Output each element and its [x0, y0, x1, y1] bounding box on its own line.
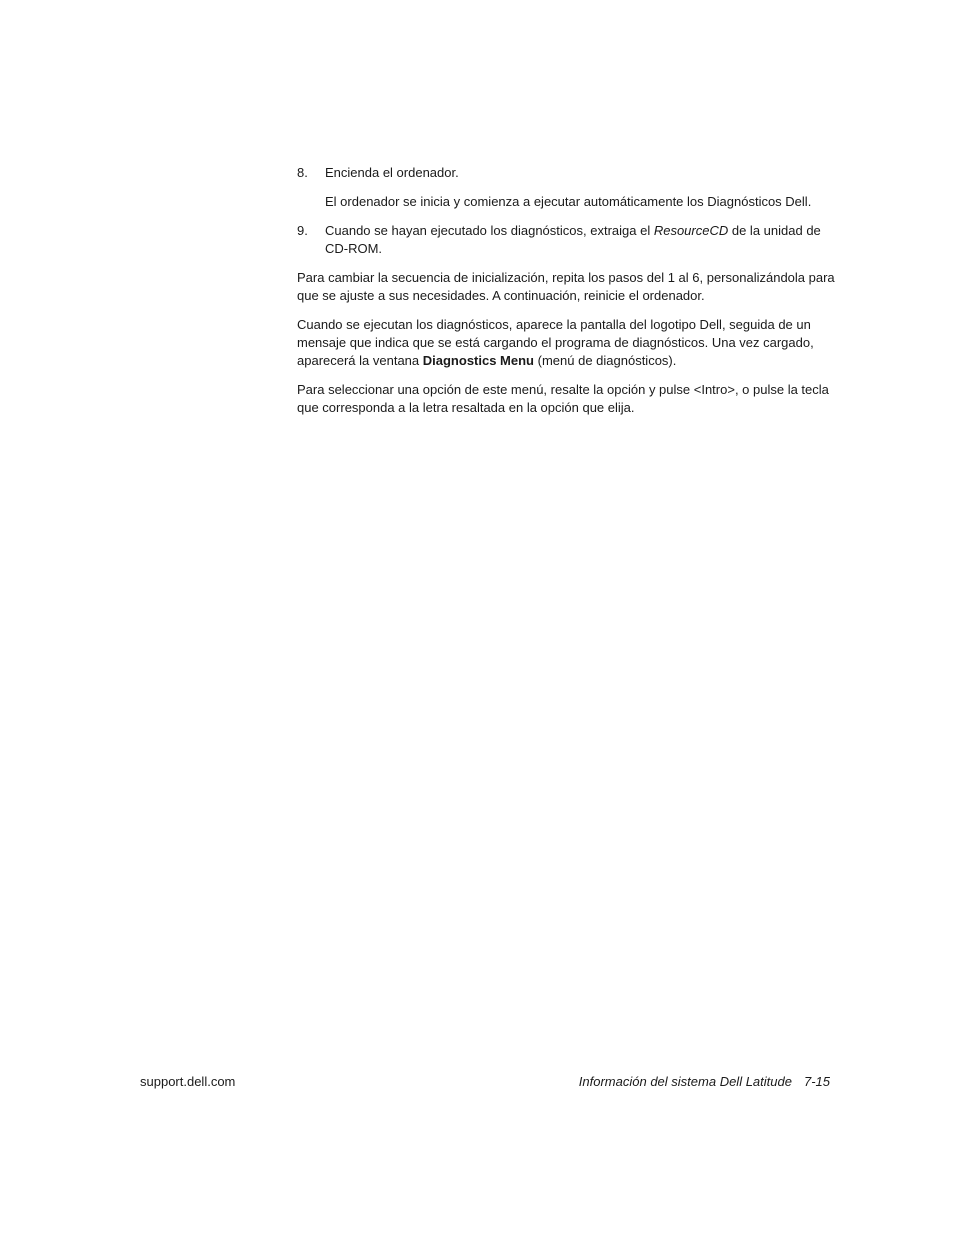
resource-cd-term: ResourceCD	[653, 223, 729, 238]
paragraph-text-after: (menú de diagnósticos).	[534, 353, 677, 368]
footer-title	[579, 1073, 830, 1091]
step-number: 9.	[297, 223, 308, 238]
step-9	[297, 222, 837, 258]
document-body	[297, 164, 837, 428]
diagnostics-menu-term: Diagnostics Menu	[422, 353, 535, 368]
paragraph-select-option: Para seleccionar una opción de este menú, resalte la opción y pulse <Intro>, o pulse la tecla que corresponda a la letra resaltada en la opción que elija.	[297, 382, 829, 415]
page-number: 7-15	[803, 1074, 830, 1089]
paragraph-boot-sequence: Para cambiar la secuencia de inicialización, repita los pasos del 1 al 6, personalizándola para que se ajuste a sus necesidades. A continuación, reinicie el ordenador.	[297, 270, 835, 303]
footer-url: support.dell.com	[140, 1074, 236, 1089]
step-number: 8.	[297, 165, 308, 180]
paragraph-text-before: Cuando se ejecutan los diagnósticos, aparece la pantalla del logotipo Dell, seguida de un mensaje que indica que se está cargando el programa de diagnósticos. Una vez cargado, aparecerá la ventana	[297, 317, 814, 368]
step-8-detail: El ordenador se inicia y comienza a ejecutar automáticamente los Diagnósticos Dell.	[325, 194, 812, 209]
step-8	[297, 164, 837, 182]
footer-book-title: Información del sistema Dell Latitude	[578, 1074, 792, 1089]
paragraph-diagnostics-run	[297, 316, 837, 370]
step-text-after: de la unidad de CD-ROM.	[325, 223, 821, 256]
step-text: Encienda el ordenador.	[325, 165, 459, 180]
step-text-before: Cuando se hayan ejecutado los diagnósticos, extraiga el	[325, 223, 654, 238]
